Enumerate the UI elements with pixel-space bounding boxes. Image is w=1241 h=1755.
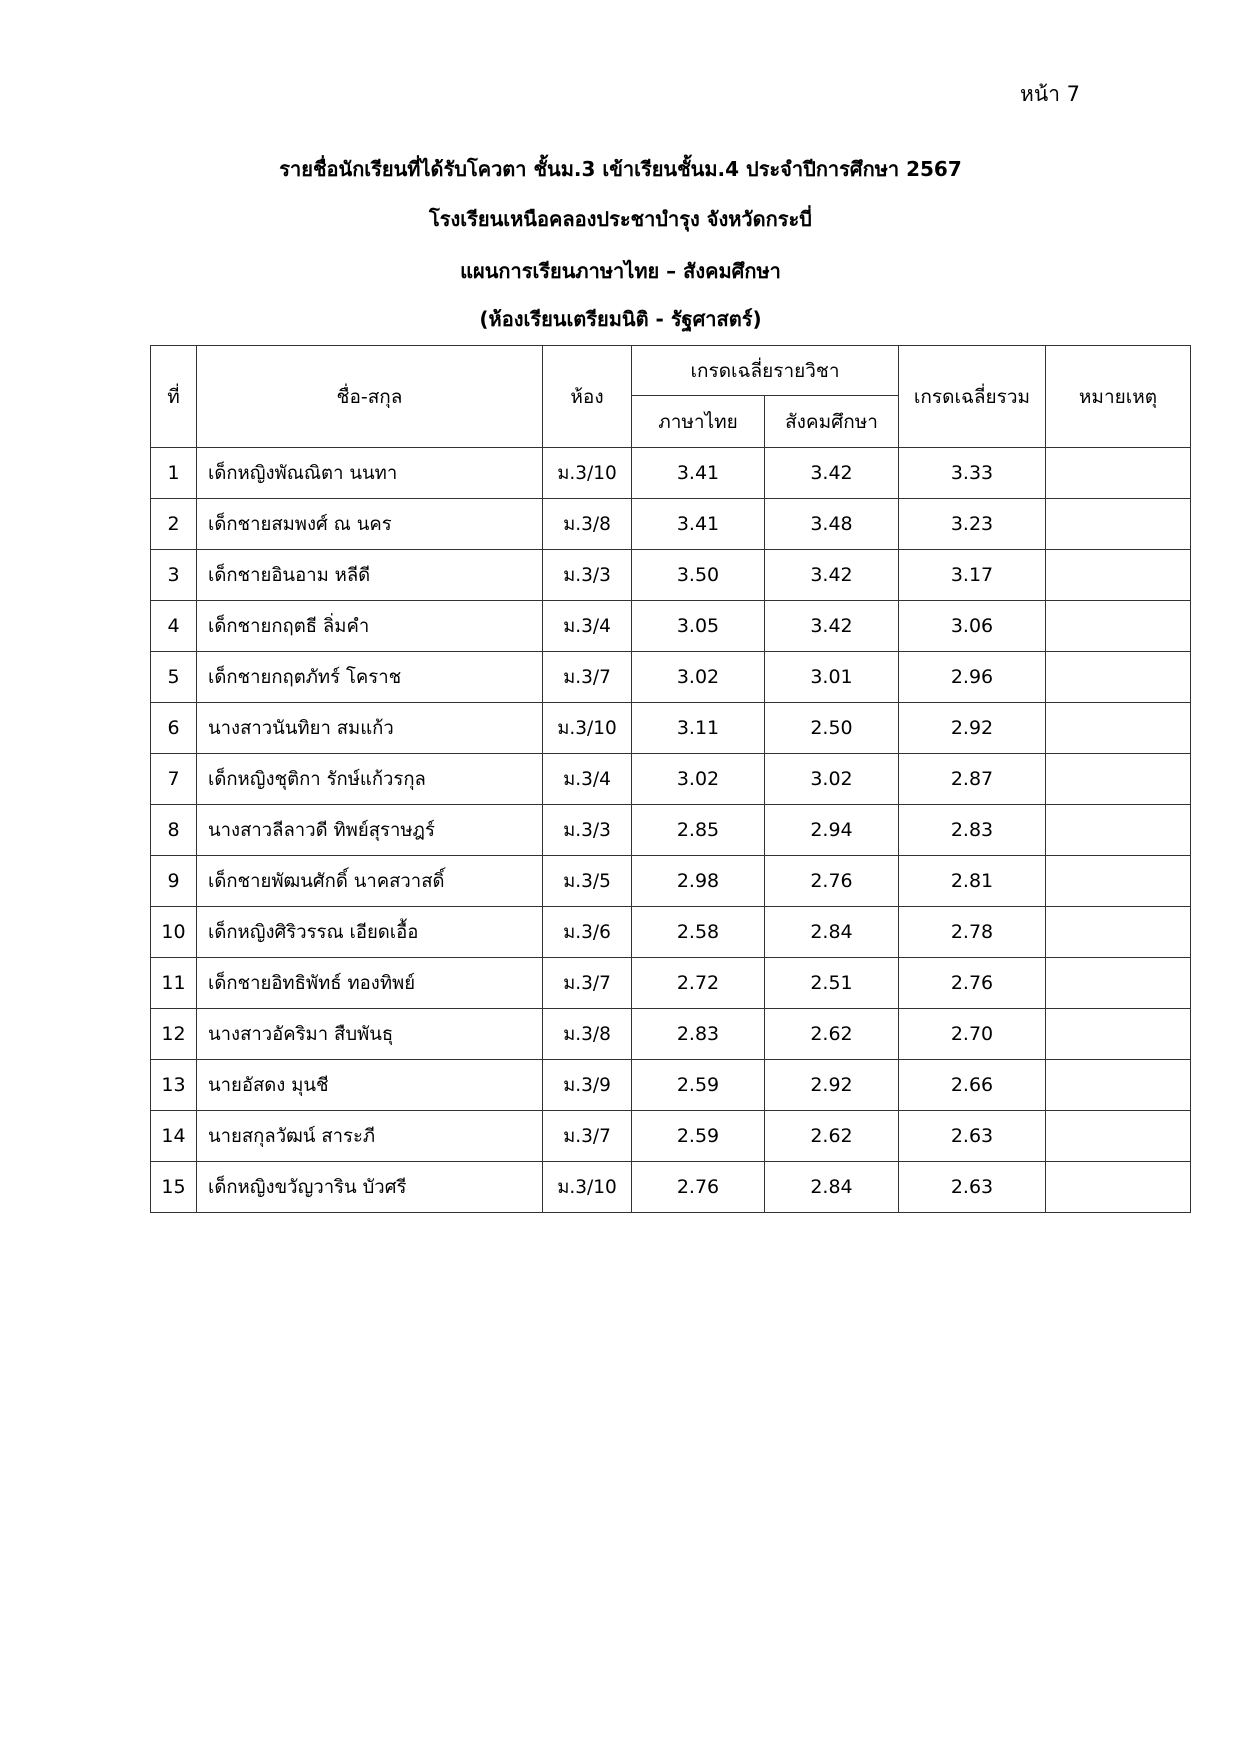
cell-room: ม.3/8 <box>543 499 632 550</box>
cell-name: นางสาวลีลาวดี ทิพย์สุราษฎร์ <box>197 805 543 856</box>
cell-social-grade: 2.84 <box>765 1162 899 1213</box>
cell-name: นางสาวอัคริมา สืบพันธุ <box>197 1009 543 1060</box>
table-row <box>151 907 1191 958</box>
cell-social-grade: 2.76 <box>765 856 899 907</box>
cell-remark <box>1046 448 1191 499</box>
table-row <box>151 550 1191 601</box>
cell-thai-grade: 3.05 <box>632 601 765 652</box>
student-quota-table <box>150 345 1191 1213</box>
cell-social-grade: 2.92 <box>765 1060 899 1111</box>
cell-name: เด็กชายอิทธิพัทธ์ ทองทิพย์ <box>197 958 543 1009</box>
cell-remark <box>1046 1009 1191 1060</box>
cell-overall-grade: 3.23 <box>899 499 1046 550</box>
cell-overall-grade: 2.83 <box>899 805 1046 856</box>
cell-social-grade: 2.62 <box>765 1009 899 1060</box>
cell-name: เด็กชายกฤตธี ลิ่มคำ <box>197 601 543 652</box>
cell-social-grade: 3.48 <box>765 499 899 550</box>
cell-no: 10 <box>151 907 197 958</box>
cell-remark <box>1046 550 1191 601</box>
cell-name: เด็กหญิงศิริวรรณ เอียดเอื้อ <box>197 907 543 958</box>
cell-no: 15 <box>151 1162 197 1213</box>
cell-social-grade: 2.51 <box>765 958 899 1009</box>
cell-room: ม.3/7 <box>543 652 632 703</box>
cell-no: 11 <box>151 958 197 1009</box>
cell-thai-grade: 3.41 <box>632 499 765 550</box>
cell-room: ม.3/7 <box>543 1111 632 1162</box>
cell-no: 14 <box>151 1111 197 1162</box>
cell-remark <box>1046 805 1191 856</box>
cell-name: เด็กชายพัฒนศักดิ์ นาคสวาสดิ์ <box>197 856 543 907</box>
cell-room: ม.3/9 <box>543 1060 632 1111</box>
cell-remark <box>1046 1060 1191 1111</box>
cell-remark <box>1046 1111 1191 1162</box>
cell-thai-grade: 2.59 <box>632 1111 765 1162</box>
cell-overall-grade: 2.63 <box>899 1162 1046 1213</box>
cell-room: ม.3/8 <box>543 1009 632 1060</box>
cell-no: 7 <box>151 754 197 805</box>
table-row <box>151 958 1191 1009</box>
cell-overall-grade: 2.70 <box>899 1009 1046 1060</box>
cell-name: เด็กชายสมพงศ์ ณ นคร <box>197 499 543 550</box>
cell-overall-grade: 3.17 <box>899 550 1046 601</box>
table-row <box>151 1111 1191 1162</box>
cell-room: ม.3/10 <box>543 448 632 499</box>
header-social-studies: สังคมศึกษา <box>765 396 899 448</box>
table-row <box>151 805 1191 856</box>
cell-social-grade: 3.01 <box>765 652 899 703</box>
cell-remark <box>1046 601 1191 652</box>
cell-overall-grade: 2.87 <box>899 754 1046 805</box>
cell-social-grade: 3.02 <box>765 754 899 805</box>
cell-overall-grade: 2.63 <box>899 1111 1046 1162</box>
cell-social-grade: 3.42 <box>765 448 899 499</box>
cell-remark <box>1046 703 1191 754</box>
table-row <box>151 652 1191 703</box>
cell-social-grade: 3.42 <box>765 601 899 652</box>
classroom-program: (ห้องเรียนเตรียมนิติ - รัฐศาสตร์) <box>479 307 762 331</box>
cell-overall-grade: 2.92 <box>899 703 1046 754</box>
cell-no: 1 <box>151 448 197 499</box>
cell-thai-grade: 2.85 <box>632 805 765 856</box>
header-overall-average: เกรดเฉลี่ยรวม <box>899 346 1046 448</box>
cell-overall-grade: 3.06 <box>899 601 1046 652</box>
table-header-row <box>151 346 1191 396</box>
cell-room: ม.3/6 <box>543 907 632 958</box>
cell-no: 3 <box>151 550 197 601</box>
cell-social-grade: 2.94 <box>765 805 899 856</box>
header-remarks: หมายเหตุ <box>1046 346 1191 448</box>
cell-room: ม.3/4 <box>543 601 632 652</box>
cell-no: 6 <box>151 703 197 754</box>
cell-social-grade: 2.50 <box>765 703 899 754</box>
cell-room: ม.3/3 <box>543 805 632 856</box>
cell-social-grade: 3.42 <box>765 550 899 601</box>
table-row <box>151 499 1191 550</box>
header-room: ห้อง <box>543 346 632 448</box>
cell-thai-grade: 2.83 <box>632 1009 765 1060</box>
table-row <box>151 601 1191 652</box>
header-thai: ภาษาไทย <box>632 396 765 448</box>
school-name: โรงเรียนเหนือคลองประชาบำรุง จังหวัดกระบี่ <box>429 207 812 231</box>
cell-overall-grade: 3.33 <box>899 448 1046 499</box>
table-row <box>151 703 1191 754</box>
cell-room: ม.3/3 <box>543 550 632 601</box>
table-row <box>151 754 1191 805</box>
cell-thai-grade: 2.58 <box>632 907 765 958</box>
cell-name: เด็กชายอินอาม หลีดี <box>197 550 543 601</box>
cell-thai-grade: 3.11 <box>632 703 765 754</box>
cell-remark <box>1046 499 1191 550</box>
cell-name: นายอัสดง มุนชี <box>197 1060 543 1111</box>
cell-no: 9 <box>151 856 197 907</box>
cell-no: 5 <box>151 652 197 703</box>
cell-thai-grade: 2.76 <box>632 1162 765 1213</box>
cell-overall-grade: 2.81 <box>899 856 1046 907</box>
cell-no: 2 <box>151 499 197 550</box>
header-name: ชื่อ-สกุล <box>197 346 543 448</box>
table-row <box>151 1162 1191 1213</box>
cell-name: นางสาวนันทิยา สมแก้ว <box>197 703 543 754</box>
cell-name: เด็กหญิงชุติกา รักษ์แก้วรกุล <box>197 754 543 805</box>
page-number: หน้า 7 <box>1020 82 1081 106</box>
document-title: รายชื่อนักเรียนที่ได้รับโควตา ชั้นม.3 เข้าเรียนชั้นม.4 ประจำปีการศึกษา 2567 <box>279 157 962 181</box>
cell-thai-grade: 2.59 <box>632 1060 765 1111</box>
table-row <box>151 1009 1191 1060</box>
table-row <box>151 856 1191 907</box>
cell-overall-grade: 2.78 <box>899 907 1046 958</box>
cell-room: ม.3/10 <box>543 1162 632 1213</box>
cell-name: เด็กหญิงขวัญวาริน บัวศรี <box>197 1162 543 1213</box>
table-body <box>151 448 1191 1213</box>
cell-remark <box>1046 907 1191 958</box>
cell-thai-grade: 2.98 <box>632 856 765 907</box>
cell-remark <box>1046 754 1191 805</box>
cell-social-grade: 2.84 <box>765 907 899 958</box>
header-no: ที่ <box>151 346 197 448</box>
cell-overall-grade: 2.96 <box>899 652 1046 703</box>
cell-remark <box>1046 856 1191 907</box>
cell-no: 13 <box>151 1060 197 1111</box>
cell-remark <box>1046 958 1191 1009</box>
cell-social-grade: 2.62 <box>765 1111 899 1162</box>
table-row <box>151 448 1191 499</box>
cell-thai-grade: 3.02 <box>632 754 765 805</box>
cell-overall-grade: 2.76 <box>899 958 1046 1009</box>
cell-room: ม.3/10 <box>543 703 632 754</box>
cell-room: ม.3/4 <box>543 754 632 805</box>
cell-name: เด็กหญิงพัณณิตา นนทา <box>197 448 543 499</box>
cell-room: ม.3/7 <box>543 958 632 1009</box>
cell-thai-grade: 3.41 <box>632 448 765 499</box>
cell-name: นายสกุลวัฒน์ สาระภี <box>197 1111 543 1162</box>
cell-no: 4 <box>151 601 197 652</box>
study-plan-title: แผนการเรียนภาษาไทย – สังคมศึกษา <box>460 259 781 283</box>
cell-name: เด็กชายกฤตภัทร์ โคราช <box>197 652 543 703</box>
cell-room: ม.3/5 <box>543 856 632 907</box>
table-row <box>151 1060 1191 1111</box>
cell-no: 12 <box>151 1009 197 1060</box>
cell-remark <box>1046 1162 1191 1213</box>
cell-thai-grade: 3.02 <box>632 652 765 703</box>
cell-no: 8 <box>151 805 197 856</box>
cell-overall-grade: 2.66 <box>899 1060 1046 1111</box>
cell-remark <box>1046 652 1191 703</box>
cell-thai-grade: 2.72 <box>632 958 765 1009</box>
cell-thai-grade: 3.50 <box>632 550 765 601</box>
header-subject-average: เกรดเฉลี่ยรายวิชา <box>632 346 899 396</box>
